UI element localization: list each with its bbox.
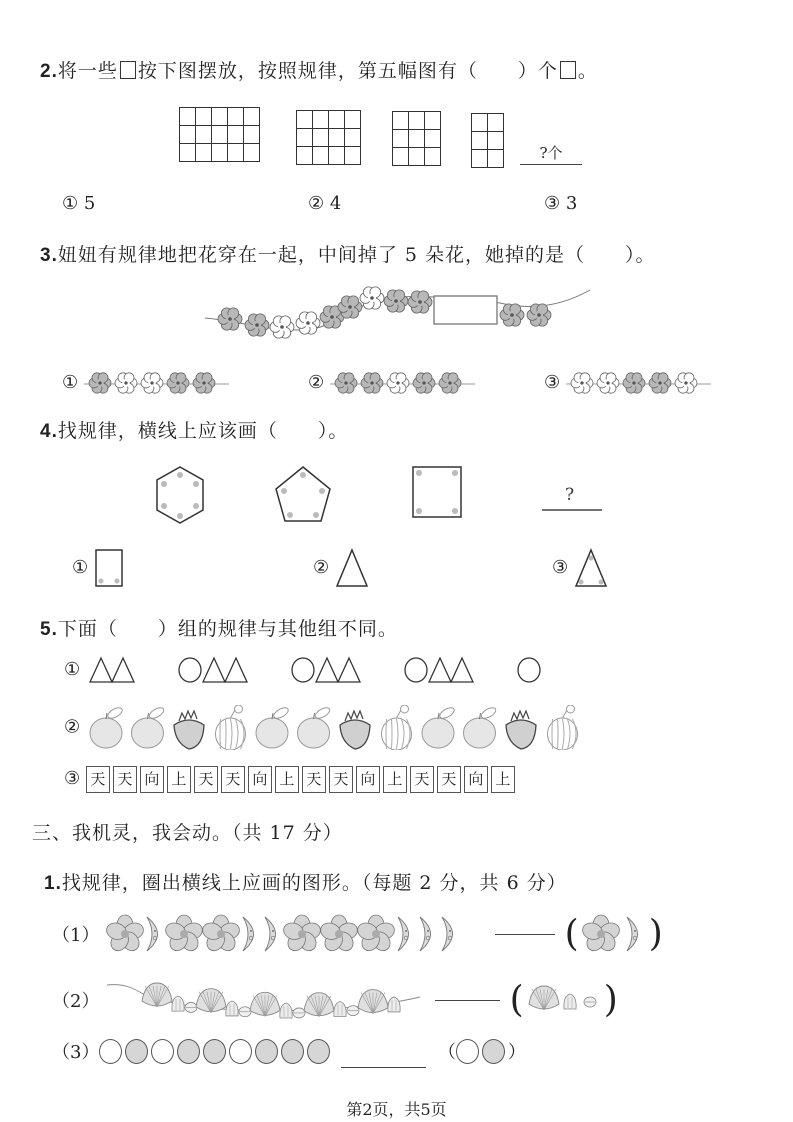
character-box: 天: [329, 766, 353, 793]
character-box: 天: [410, 766, 434, 793]
grid-cell: [425, 148, 441, 166]
q4-text: 找规律，横线上应该画（ ）。: [57, 420, 349, 442]
grid-figure-3: [392, 111, 441, 166]
big-shell-icon: [250, 992, 280, 1016]
grid-cell: [472, 132, 488, 150]
grid-cell: [409, 130, 425, 148]
grid-cell: [393, 130, 409, 148]
option-mark: ②: [313, 557, 330, 578]
page-footer: 第2页，共5页: [346, 1100, 447, 1119]
character-box-sequence: [86, 768, 518, 789]
option-mark: ②: [308, 372, 325, 393]
q2-option-1[interactable]: [62, 193, 95, 214]
small-shell-icon: [226, 1001, 238, 1016]
big-shell-icon: [358, 990, 388, 1014]
white-flower-icon: [360, 287, 384, 309]
question-number: 1.: [44, 873, 62, 894]
white-oval-icon: [229, 1039, 252, 1064]
gray-oval-icon: [281, 1039, 304, 1064]
flower-icon: [282, 915, 323, 954]
moon-icon: [627, 917, 638, 951]
q3-option-2[interactable]: [308, 370, 475, 396]
white-flower-icon: [571, 373, 593, 393]
q2-text-b: 按下图摆放，按照规律，第五幅图有（ ）个: [137, 60, 558, 82]
triangle-icon: [429, 658, 451, 682]
grid-cell: [228, 126, 244, 144]
q2-text-c: 。: [577, 60, 598, 82]
q4-option-3[interactable]: [552, 548, 608, 588]
character-box: 向: [248, 766, 272, 793]
q5-title: [40, 614, 398, 641]
q4-title: [40, 416, 348, 443]
option-mark: ③: [64, 768, 81, 789]
grid-cell: [393, 112, 409, 130]
grid-cell: [244, 108, 260, 126]
part-label: （2）: [52, 991, 100, 1012]
character-box: 上: [491, 766, 515, 793]
triangle-icon: [225, 658, 247, 682]
grid-cell: [244, 144, 260, 162]
grid-cell: [329, 147, 345, 165]
triangle-icon: [335, 548, 369, 588]
close-paren: ): [603, 979, 618, 1021]
grid-cell: [409, 148, 425, 166]
gray-oval-icon: [177, 1039, 200, 1064]
option-mark: ①: [64, 659, 81, 680]
triangle-icon: [338, 658, 360, 682]
flower-chain: [200, 285, 600, 345]
small-shell-icon: [564, 994, 576, 1009]
answer-blank-line: [435, 1000, 500, 1001]
question-number: 5.: [40, 619, 58, 640]
triangle-icon: [203, 658, 225, 682]
character-box: 上: [275, 766, 299, 793]
missing-flowers-box: [434, 296, 497, 324]
grid-cell: [180, 108, 196, 126]
choice-shells[interactable]: [524, 980, 604, 1020]
q2-option-3[interactable]: [544, 193, 577, 214]
character-box: 天: [302, 766, 326, 793]
watermelon-icon: [547, 705, 577, 750]
grid-cell: [297, 111, 313, 129]
gray-flower-icon: [500, 304, 524, 326]
grid-cell: [313, 147, 329, 165]
gray-flower-icon: [335, 373, 357, 393]
fruit-sequence: [86, 705, 586, 750]
gray-flower-icon: [338, 296, 362, 318]
gray-flower-icon: [413, 373, 435, 393]
small-shell-icon: [172, 996, 184, 1011]
gray-flower-icon: [361, 373, 383, 393]
circle-triangle-sequence: [86, 655, 566, 685]
gray-flower-icon: [623, 373, 645, 393]
shape-sequence: [150, 465, 650, 530]
oval-shell-icon: [185, 1002, 197, 1012]
gray-flower-icon: [245, 314, 269, 336]
hexagon-icon: [157, 467, 203, 523]
triangle-3-dots-icon: [574, 548, 608, 588]
q2-text-a: 将一些: [57, 60, 118, 82]
s3-q1-part-1: [52, 912, 663, 956]
close-paren: ）: [507, 1042, 526, 1063]
grid-cell: [488, 150, 504, 168]
flower-icon: [580, 915, 621, 954]
flower-string-icon: [84, 370, 229, 396]
grid-figure-2: [296, 110, 361, 165]
small-shell-icon: [388, 997, 400, 1012]
character-box: 向: [356, 766, 380, 793]
grid-cell: [212, 144, 228, 162]
moon-icon: [265, 917, 276, 951]
character-box: 上: [167, 766, 191, 793]
s3-q1-text: 找规律，圈出横线上应画的图形。（每题 2 分，共 6 分）: [61, 872, 567, 894]
grid-cell: [345, 111, 361, 129]
character-box: 向: [464, 766, 488, 793]
watermelon-icon: [381, 705, 411, 750]
s3-q1-part-2: [52, 975, 618, 1025]
gray-flower-icon: [89, 373, 111, 393]
small-shell-icon: [334, 1001, 346, 1016]
character-box: 天: [221, 766, 245, 793]
grid-cell: [488, 114, 504, 132]
question-number: 4.: [40, 421, 58, 442]
square-2-dots-icon: [94, 548, 124, 588]
oval-sequence: [99, 1040, 333, 1061]
option-mark: ②: [64, 716, 81, 738]
big-shell-icon: [304, 993, 334, 1017]
gray-flower-icon: [193, 373, 215, 393]
option-value: 5: [83, 193, 96, 214]
q5-text: 下面（ ）组的规律与其他组不同。: [57, 618, 398, 640]
small-square-icon: [120, 61, 136, 79]
grid-cell: [196, 126, 212, 144]
answer-blank-line: [495, 934, 555, 935]
choice-ovals[interactable]: [456, 1040, 508, 1061]
apple-icon: [422, 706, 456, 748]
open-paren: (: [509, 979, 524, 1021]
q5-group-2[interactable]: [64, 705, 586, 750]
big-shell-icon: [529, 986, 559, 1010]
circle-icon: [405, 658, 427, 682]
grid-cell: [345, 147, 361, 165]
grid-cell: [228, 108, 244, 126]
flower-icon: [105, 915, 146, 954]
oval-shell-icon: [347, 1006, 359, 1016]
strawberry-icon: [340, 711, 370, 749]
strawberry-icon: [506, 711, 536, 749]
svg-text:?: ?: [565, 485, 575, 505]
moon-icon: [420, 917, 431, 951]
grid-cell: [180, 144, 196, 162]
q4-option-2[interactable]: [313, 548, 369, 588]
moon-icon: [398, 917, 409, 951]
option-mark: ③: [552, 557, 569, 578]
grid-cell: [180, 126, 196, 144]
answer-blank-line: [341, 1067, 426, 1068]
question-number: 3.: [40, 245, 58, 266]
option-value: 3: [565, 193, 578, 214]
square-icon: [413, 467, 461, 517]
gray-oval-icon: [125, 1039, 148, 1064]
character-box: 向: [140, 766, 164, 793]
white-flower-icon: [296, 312, 320, 334]
apple-icon: [90, 706, 124, 748]
white-oval-icon: [151, 1039, 174, 1064]
option-mark: ①: [62, 372, 79, 393]
close-paren: ): [648, 913, 663, 955]
small-square-icon: [560, 61, 576, 79]
part-label: （1）: [52, 925, 100, 946]
grid-cell: [196, 108, 212, 126]
gray-flower-icon: [384, 290, 408, 312]
grid-figure-1: [179, 107, 260, 162]
gray-oval-icon: [255, 1039, 278, 1064]
q3-option-1[interactable]: [62, 370, 229, 396]
gray-flower-icon: [527, 304, 551, 326]
grid-cell: [297, 129, 313, 147]
apple-icon: [297, 706, 331, 748]
question-number: 2.: [40, 61, 58, 82]
gray-flower-icon: [218, 308, 242, 330]
character-box: 天: [437, 766, 461, 793]
character-box: 天: [86, 766, 110, 793]
triangle-icon: [451, 658, 473, 682]
big-shell-icon: [196, 989, 226, 1013]
white-flower-icon: [387, 373, 409, 393]
gray-flower-icon: [439, 373, 461, 393]
moon-icon: [442, 917, 453, 951]
flower-icon: [164, 915, 205, 954]
answer-blank-line: [520, 142, 582, 165]
gray-flower-icon: [408, 291, 432, 313]
grid-cell: [425, 130, 441, 148]
grid-cell: [313, 129, 329, 147]
q3-option-3[interactable]: [544, 370, 711, 396]
flower-icon: [356, 915, 397, 954]
white-flower-icon: [675, 373, 697, 393]
grid-cell: [297, 147, 313, 165]
pentagon-icon: [276, 467, 330, 521]
gray-oval-icon: [203, 1039, 226, 1064]
white-flower-icon: [115, 373, 137, 393]
q3-title: [40, 240, 656, 267]
small-shell-icon: [280, 1003, 292, 1018]
choice-flower-moon[interactable]: [579, 912, 649, 956]
oval-shell-icon: [239, 1007, 251, 1017]
white-oval-icon: [99, 1039, 122, 1064]
circle-icon: [518, 658, 540, 682]
grid-cell: [212, 108, 228, 126]
shell-necklace: [105, 975, 425, 1025]
option-mark: ③: [544, 372, 561, 393]
flower-icon: [201, 915, 242, 954]
grid-cell: [313, 111, 329, 129]
moon-icon: [243, 917, 254, 951]
character-box: 天: [113, 766, 137, 793]
s3-q1-part-3: [52, 1038, 526, 1068]
character-box: 天: [194, 766, 218, 793]
apple-icon: [131, 706, 165, 748]
q3-text: 妞妞有规律地把花穿在一起，中间掉了 5 朵花，她掉的是（ ）。: [57, 244, 656, 266]
oval-shell-icon: [293, 1008, 305, 1018]
triangle-icon: [90, 658, 112, 682]
grid-cell: [472, 150, 488, 168]
grid-cell: [329, 111, 345, 129]
flower-moon-sequence: [105, 912, 485, 956]
s3-q1-title: [44, 868, 567, 895]
grid-cell: [393, 148, 409, 166]
circle-icon: [179, 658, 201, 682]
triangle-icon: [112, 658, 134, 682]
triangle-icon: [316, 658, 338, 682]
q2-title: [40, 56, 598, 83]
grid-cell: [472, 114, 488, 132]
character-box: 上: [383, 766, 407, 793]
grid-cell: [212, 126, 228, 144]
q5-group-1[interactable]: [64, 655, 566, 685]
grid-cell: [488, 132, 504, 150]
open-paren: （: [437, 1042, 456, 1063]
option-value: 4: [329, 193, 342, 214]
section-3-title: 三、我机灵，我会动。（共 17 分）: [32, 822, 343, 844]
option-mark: ①: [72, 557, 89, 578]
grid-cell: [425, 112, 441, 130]
grid-cell: [345, 129, 361, 147]
apple-icon: [256, 706, 290, 748]
flower-icon: [319, 915, 360, 954]
grid-cell: [228, 144, 244, 162]
watermelon-icon: [215, 705, 245, 750]
moon-icon: [147, 917, 158, 951]
oval-shell-icon: [584, 997, 596, 1007]
q4-option-1[interactable]: [72, 548, 124, 588]
gray-flower-icon: [167, 373, 189, 393]
grid-cell: [244, 126, 260, 144]
option-mark: ③: [544, 193, 561, 214]
q2-option-2[interactable]: [308, 193, 341, 214]
option-mark: ①: [62, 193, 79, 214]
grid-cell: [409, 112, 425, 130]
open-paren: (: [564, 913, 579, 955]
white-flower-icon: [270, 316, 294, 338]
circle-icon: [292, 658, 314, 682]
white-flower-icon: [141, 373, 163, 393]
gray-oval-icon[interactable]: [482, 1039, 505, 1064]
apple-icon: [463, 706, 497, 748]
white-flower-icon: [597, 373, 619, 393]
strawberry-icon: [174, 711, 204, 749]
part-label: （3）: [52, 1042, 100, 1063]
big-shell-icon: [142, 983, 172, 1007]
grid-cell: [329, 129, 345, 147]
flower-string-icon: [566, 370, 711, 396]
flower-string-icon: [330, 370, 475, 396]
gray-oval-icon: [307, 1039, 330, 1064]
grid-cell: [196, 144, 212, 162]
q5-group-3[interactable]: [64, 766, 518, 793]
grid-figure-4: [471, 113, 504, 168]
white-oval-icon[interactable]: [456, 1039, 479, 1064]
option-mark: ②: [308, 193, 325, 214]
blank-label: ?个: [520, 142, 582, 165]
gray-flower-icon: [649, 373, 671, 393]
